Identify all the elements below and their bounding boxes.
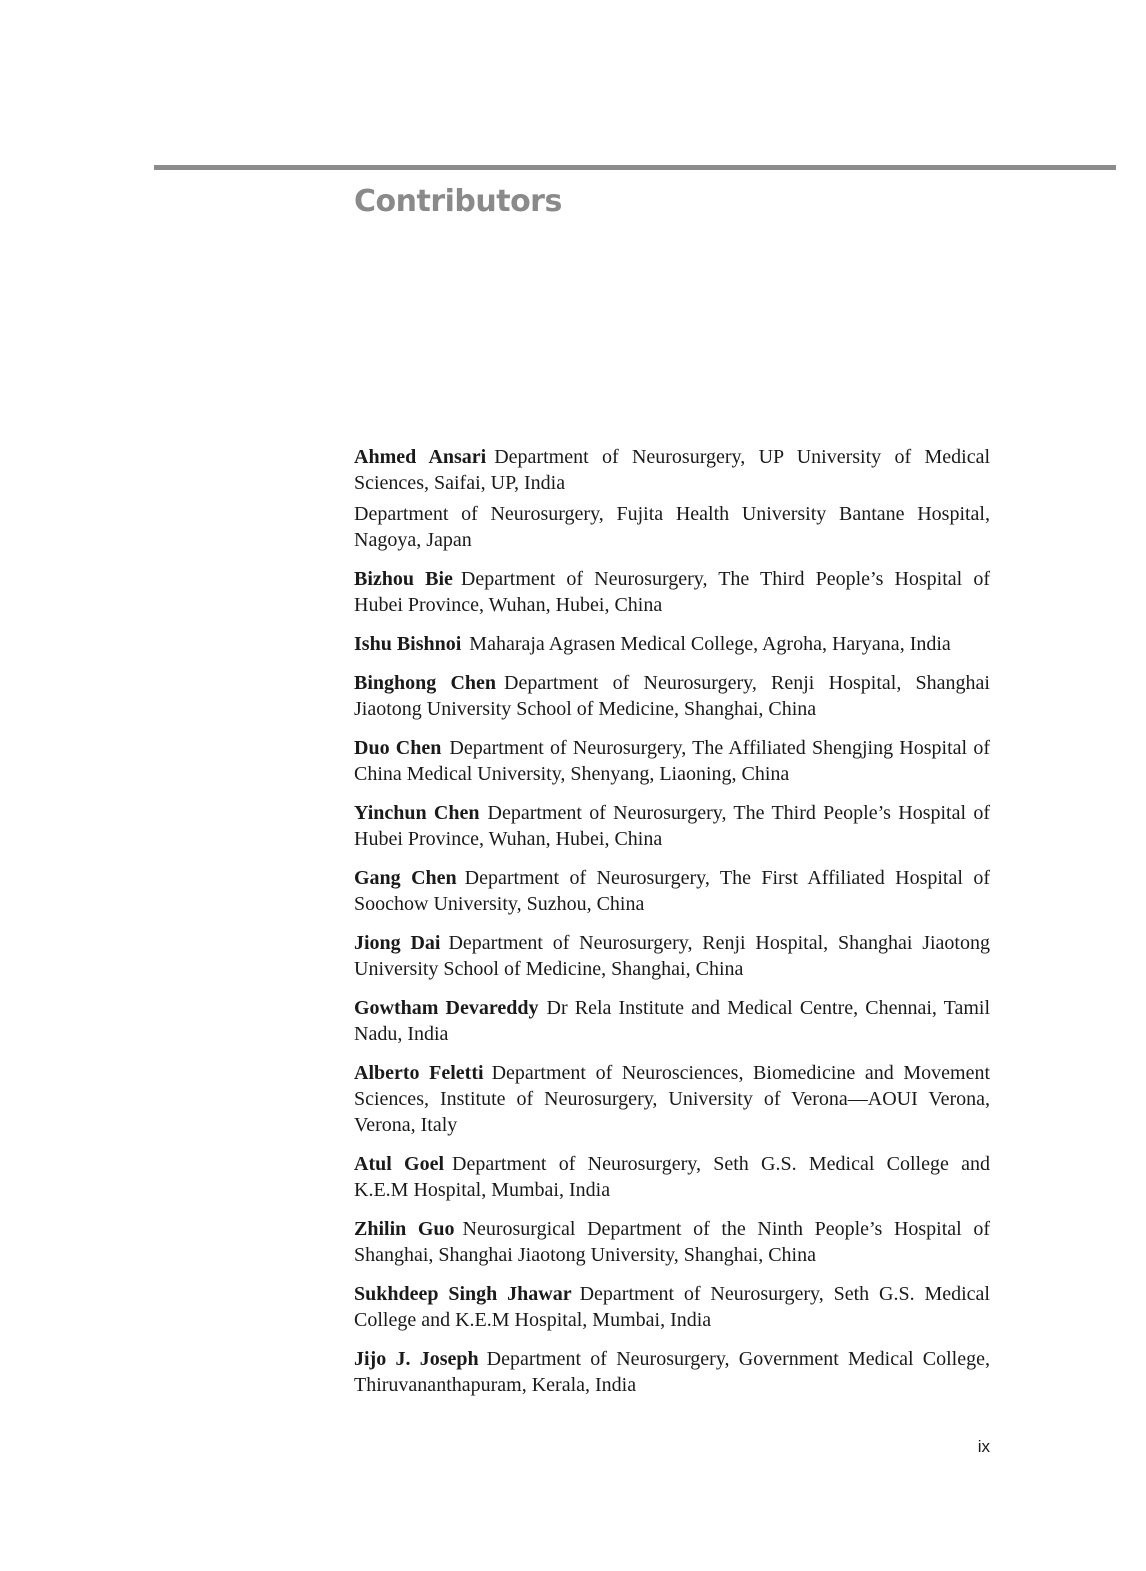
contributors-list [354,444,990,1411]
contributor-affiliation: Maharaja Agrasen Medical College, Agroha, Haryana, India [469,633,951,655]
contributor-entry [354,1060,990,1138]
contributor-affiliation: Department of Neurosurgery, Government Medical College, Thiruvananthapuram, Kerala, India [354,1348,990,1396]
contributor-name: Ishu Bishnoi [354,633,462,655]
contributor-entry [354,1346,990,1398]
contributor-entry [354,930,990,982]
contributor-affiliation: Department of Neurosurgery, Seth G.S. Medical College and K.E.M Hospital, Mumbai, India [354,1153,990,1201]
contributor-entry [354,800,990,852]
contributor-entry [354,735,990,787]
contributor-affiliation: Department of Neurosurgery, Seth G.S. Medical College and K.E.M Hospital, Mumbai, India [354,1283,990,1331]
contributor-affiliation: Department of Neurosurgery, Renji Hospital, Shanghai Jiaotong University School of Medicine, Shanghai, China [354,672,990,720]
contributor-affiliation: Neurosurgical Department of the Ninth People’s Hospital of Shanghai, Shanghai Jiaotong University, Shanghai, China [354,1218,990,1266]
contributor-name: Yinchun Chen [354,802,480,824]
contributor-affiliation: Department of Neurosciences, Biomedicine and Movement Sciences, Institute of Neurosurgery, University of Verona—AOUI Verona, Verona, Italy [354,1062,990,1136]
contributor-entry [354,670,990,722]
contributor-entry [354,1216,990,1268]
contributor-name: Binghong Chen [354,672,497,694]
contributor-name: Alberto Feletti [354,1062,484,1084]
contributor-entry [354,1281,990,1333]
contributor-entry [354,566,990,618]
contributor-affiliation: Department of Neurosurgery, UP University of Medical Sciences, Saifai, UP, India [354,446,991,494]
contributor-name: Ahmed Ansari [354,446,487,468]
contributor-entry [354,444,990,496]
contributor-entry [354,1151,990,1203]
contributor-entry [354,995,990,1047]
contributor-name: Gowtham Devareddy [354,997,539,1019]
contributor-affiliation: Dr Rela Institute and Medical Centre, Chennai, Tamil Nadu, India [354,997,991,1045]
contributor-name: Atul Goel [354,1153,445,1175]
contributor-name: Bizhou Bie [354,568,453,590]
contributor-name: Duo Chen [354,737,442,759]
contributor-affiliation: Department of Neurosurgery, The Affiliated Shengjing Hospital of China Medical University, Shenyang, Liaoning, China [354,737,990,785]
contributor-name: Gang Chen [354,867,457,889]
contributor-affiliation: Department of Neurosurgery, Renji Hospital, Shanghai Jiaotong University School of Medicine, Shanghai, China [354,932,990,980]
contributor-affiliation: Department of Neurosurgery, Fujita Health University Bantane Hospital, Nagoya, Japan [354,503,990,551]
contributor-name: Zhilin Guo [354,1218,455,1240]
contributor-extra-affiliation [354,501,990,553]
contributor-affiliation: Department of Neurosurgery, The Third People’s Hospital of Hubei Province, Wuhan, Hubei, China [354,802,990,850]
contributor-name: Jijo J. Joseph [354,1348,479,1370]
contributor-affiliation: Department of Neurosurgery, The First Affiliated Hospital of Soochow University, Suzhou, China [354,867,990,915]
contributor-affiliation: Department of Neurosurgery, The Third People’s Hospital of Hubei Province, Wuhan, Hubei, China [354,568,990,616]
page-title: Contributors [354,184,562,219]
contributor-name: Sukhdeep Singh Jhawar [354,1283,572,1305]
contributor-entry [354,865,990,917]
page-number: ix [977,1437,990,1456]
header-rule [154,165,1116,170]
contributor-entry [354,631,990,657]
contributor-name: Jiong Dai [354,932,441,954]
